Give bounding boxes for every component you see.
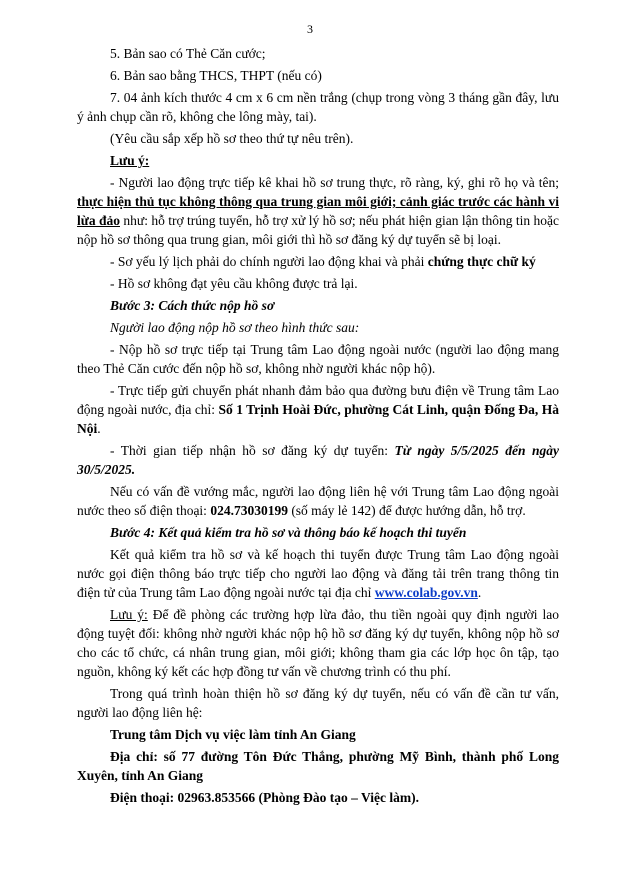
emphasis-text: chứng thực chữ ký bbox=[427, 254, 536, 269]
note-paragraph-2 bbox=[77, 252, 559, 271]
list-item-7: 7. 04 ảnh kích thước 4 cm x 6 cm nền trắng (chụp trong vòng 3 tháng gần đây, lưu ý ảnh chụp cần rõ, không che lông mày, tai). bbox=[77, 90, 559, 124]
note-heading-text: Lưu ý: bbox=[110, 153, 150, 168]
step3-subheading-text: Người lao động nộp hồ sơ theo hình thức sau: bbox=[110, 320, 360, 335]
step3-text: Nếu có vấn đề vướng mắc, người lao động liên hệ với Trung tâm Lao động ngoài nước theo số điện thoại: bbox=[77, 484, 559, 518]
step3-subheading bbox=[77, 318, 559, 337]
date-range-text: Từ ngày 5/5/2025 đến ngày 30/5/2025. bbox=[77, 443, 559, 477]
step4-text: Kết quả kiểm tra hồ sơ và kế hoạch thi tuyển được Trung tâm Lao động ngoài nước gọi điện thông báo trực tiếp cho người lao động và đăng tải trên trang thông tin điện tử của Trung tâm Lao động ngoài nước tại địa chỉ bbox=[77, 547, 559, 600]
note-heading bbox=[77, 151, 559, 170]
contact-center: Trung tâm Dịch vụ việc làm tỉnh An Giang bbox=[110, 727, 356, 742]
step4-note-text: Để đề phòng các trường hợp lừa đảo, thu tiền ngoài quy định người lao động tuyệt đối: không nhờ người khác nộp hộ hồ sơ đăng ký dự tuyển, không nộp hồ sơ cho các tổ chức, cá nhân trung gian, môi giới; không tham gia các lớp học ôn tập, tạo nguồn, không ký kết các hợp đồng tư vấn về chương trình có thu phí. bbox=[77, 607, 559, 679]
warning-text: thực hiện thủ tục không thông qua trung gian môi giới; cảnh giác trước các hành vi lừa đảo bbox=[77, 194, 559, 228]
step4-heading bbox=[77, 523, 559, 542]
step3-paragraph-4 bbox=[77, 482, 559, 520]
document-body bbox=[77, 44, 559, 810]
phone-number: 024.73030199 bbox=[210, 503, 288, 518]
step4-paragraph-1 bbox=[77, 545, 559, 602]
website-link[interactable]: www.colab.gov.vn bbox=[374, 585, 478, 600]
step3-paragraph-3 bbox=[77, 441, 559, 479]
step4-text-end: . bbox=[477, 585, 482, 600]
list-item-6: 6. Bản sao bằng THCS, THPT (nếu có) bbox=[110, 68, 322, 83]
step3-text: - Thời gian tiếp nhận hồ sơ đăng ký dự tuyển: bbox=[110, 443, 395, 458]
step3-text: - Trực tiếp gửi chuyển phát nhanh đảm bảo qua đường bưu điện về Trung tâm Lao động ngoài nước, địa chỉ: bbox=[77, 383, 559, 417]
page-number: 3 bbox=[307, 22, 313, 36]
note-text: - Sơ yếu lý lịch phải do chính người lao động khai và phải bbox=[110, 254, 428, 269]
order-note: (Yêu cầu sắp xếp hồ sơ theo thứ tự nêu trên). bbox=[110, 131, 354, 146]
note-paragraph-3: - Hồ sơ không đạt yêu cầu không được trả lại. bbox=[110, 276, 358, 291]
step3-heading-text: Bước 3: Cách thức nộp hồ sơ bbox=[110, 298, 275, 313]
step3-text-end: . bbox=[97, 421, 101, 436]
step3-heading bbox=[77, 296, 559, 315]
step4-note-label: Lưu ý: bbox=[110, 607, 148, 622]
contact-intro: Trong quá trình hoàn thiện hồ sơ đăng ký dự tuyển, nếu có vấn đề cần tư vấn, người lao động liên hệ: bbox=[77, 686, 559, 720]
step3-paragraph-2 bbox=[77, 381, 559, 438]
note-text-cont: như: hỗ trợ trúng tuyển, hỗ trợ xử lý hồ sơ; nếu phát hiện gian lận thông tin hoặc nộp hồ sơ thông qua trung gian, môi giới thì hồ sơ đăng ký dự tuyển sẽ bị loại. bbox=[77, 213, 559, 247]
list-item-5: 5. Bản sao có Thẻ Căn cước; bbox=[110, 46, 266, 61]
step4-note bbox=[77, 605, 559, 681]
step3-paragraph-1: - Nộp hồ sơ trực tiếp tại Trung tâm Lao động ngoài nước (người lao động mang theo Thẻ Căn cước đến nộp hồ sơ, không nhờ người khác nộp hộ). bbox=[77, 342, 559, 376]
address-text: Số 1 Trịnh Hoài Đức, phường Cát Linh, quận Đống Đa, Hà Nội bbox=[77, 402, 559, 436]
contact-phone: Điện thoại: 02963.853566 (Phòng Đào tạo – Việc làm). bbox=[110, 790, 419, 805]
note-paragraph-1 bbox=[77, 173, 559, 249]
step3-text-end: (số máy lẻ 142) để được hướng dẫn, hỗ trợ. bbox=[287, 503, 526, 518]
note-text: - Người lao động trực tiếp kê khai hồ sơ trung thực, rõ ràng, ký, ghi rõ họ và tên; bbox=[110, 175, 559, 190]
step4-heading-text: Bước 4: Kết quả kiểm tra hồ sơ và thông báo kế hoạch thi tuyển bbox=[110, 525, 467, 540]
contact-address: Địa chỉ: số 77 đường Tôn Đức Thắng, phường Mỹ Bình, thành phố Long Xuyên, tỉnh An Giang bbox=[77, 749, 559, 783]
